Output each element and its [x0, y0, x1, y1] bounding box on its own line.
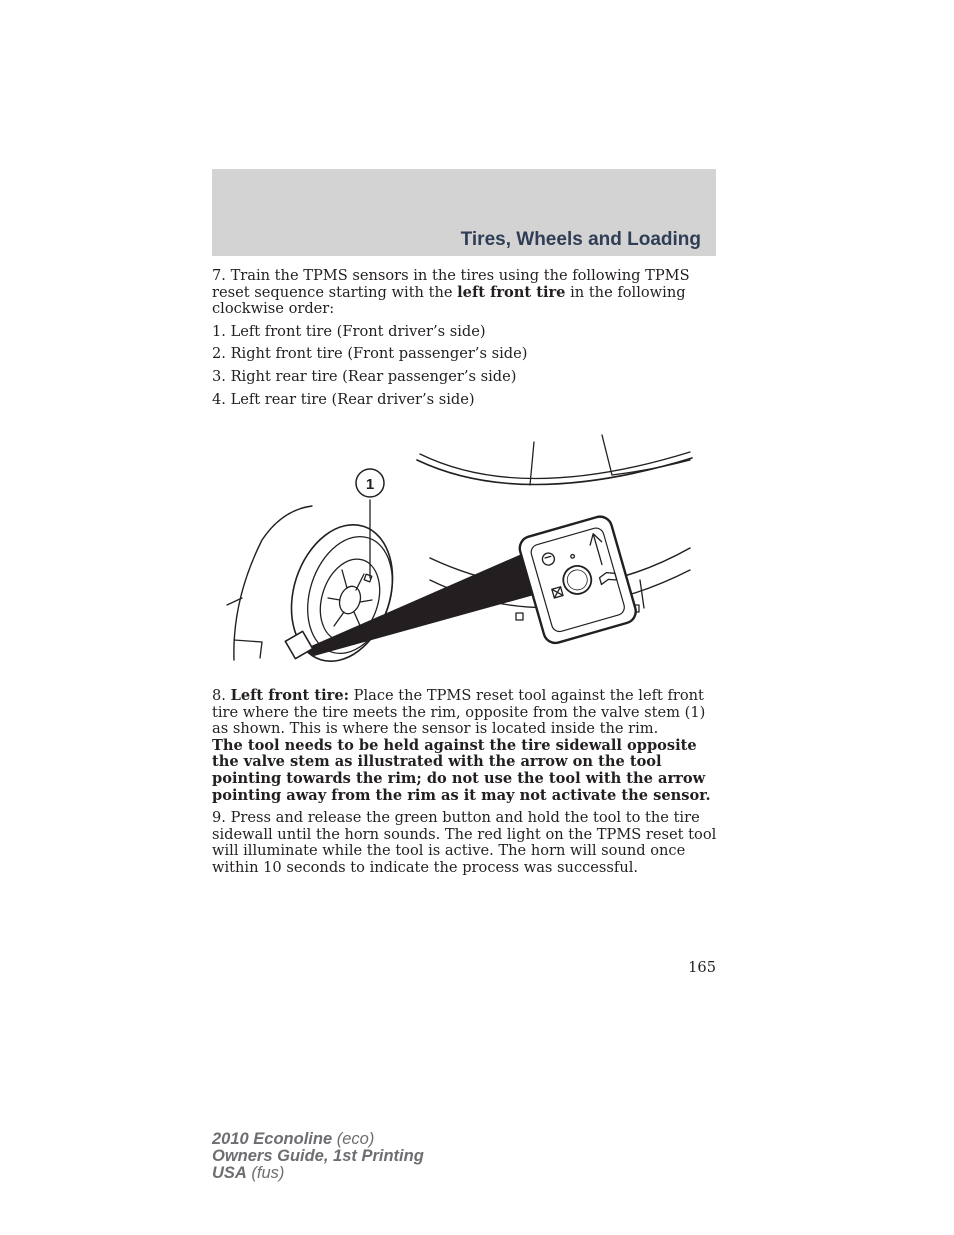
footer-model: 2010 Econoline [212, 1130, 333, 1148]
footer-line-1 [212, 1131, 424, 1148]
tpms-reset-tool-illustration [222, 430, 696, 665]
step-8-bold-lead: Left front tire: [230, 687, 350, 704]
step-8-paragraph [212, 688, 717, 738]
list-item: 2. Right front tire (Front passenger’s side) [212, 345, 528, 363]
footer-model-code: (eco) [332, 1130, 375, 1148]
page-number: 165 [688, 959, 716, 976]
step-7-text-b: in the following clockwise order: [212, 283, 686, 318]
footer-edition: Owners Guide, 1st Printing [212, 1147, 424, 1165]
list-item: 4. Left rear tire (Rear driver’s side) [212, 390, 475, 408]
steps-8-9 [212, 688, 717, 877]
footer-line-2 [212, 1148, 424, 1165]
step-9-paragraph: 9. Press and release the green button and hold the tool to the tire sidewall until the horn sounds. The red light on the TPMS reset tool will illuminate while the tool is active. The horn will sound once within 10 seconds to indicate the process was successful. [212, 809, 717, 876]
callout-label: 1 [365, 476, 375, 493]
footer-line-3 [212, 1165, 424, 1182]
section-header-band [212, 169, 716, 256]
list-item: 1. Left front tire (Front driver’s side) [212, 322, 486, 340]
footer-market-code: (fus) [246, 1164, 285, 1182]
step-7-text-a: 7. Train the TPMS sensors in the tires using the following TPMS reset sequence starting with the [212, 267, 690, 301]
section-title: Tires, Wheels and Loading [460, 229, 701, 250]
step-8-text: Place the TPMS reset tool against the left front tire where the tire meets the rim, opposite from the valve stem (1) as shown. This is where the sensor is located inside the rim. [212, 687, 706, 738]
footer-market: USA [212, 1164, 247, 1182]
step-7-paragraph [212, 268, 717, 318]
step-8-warning: The tool needs to be held against the tire sidewall opposite the valve stem as illustrated with the arrow on the tool pointing towards the rim; do not use the tool with the arrow pointing away from the rim as it may not activate the sensor. [212, 736, 711, 804]
step-7-bold: left front tire [457, 283, 566, 301]
step-8-number: 8. [212, 687, 231, 704]
document-footer [212, 1131, 424, 1182]
page-content [212, 268, 717, 414]
list-item: 3. Right rear tire (Rear passenger’s side) [212, 367, 517, 385]
tire-order-list [212, 324, 717, 408]
